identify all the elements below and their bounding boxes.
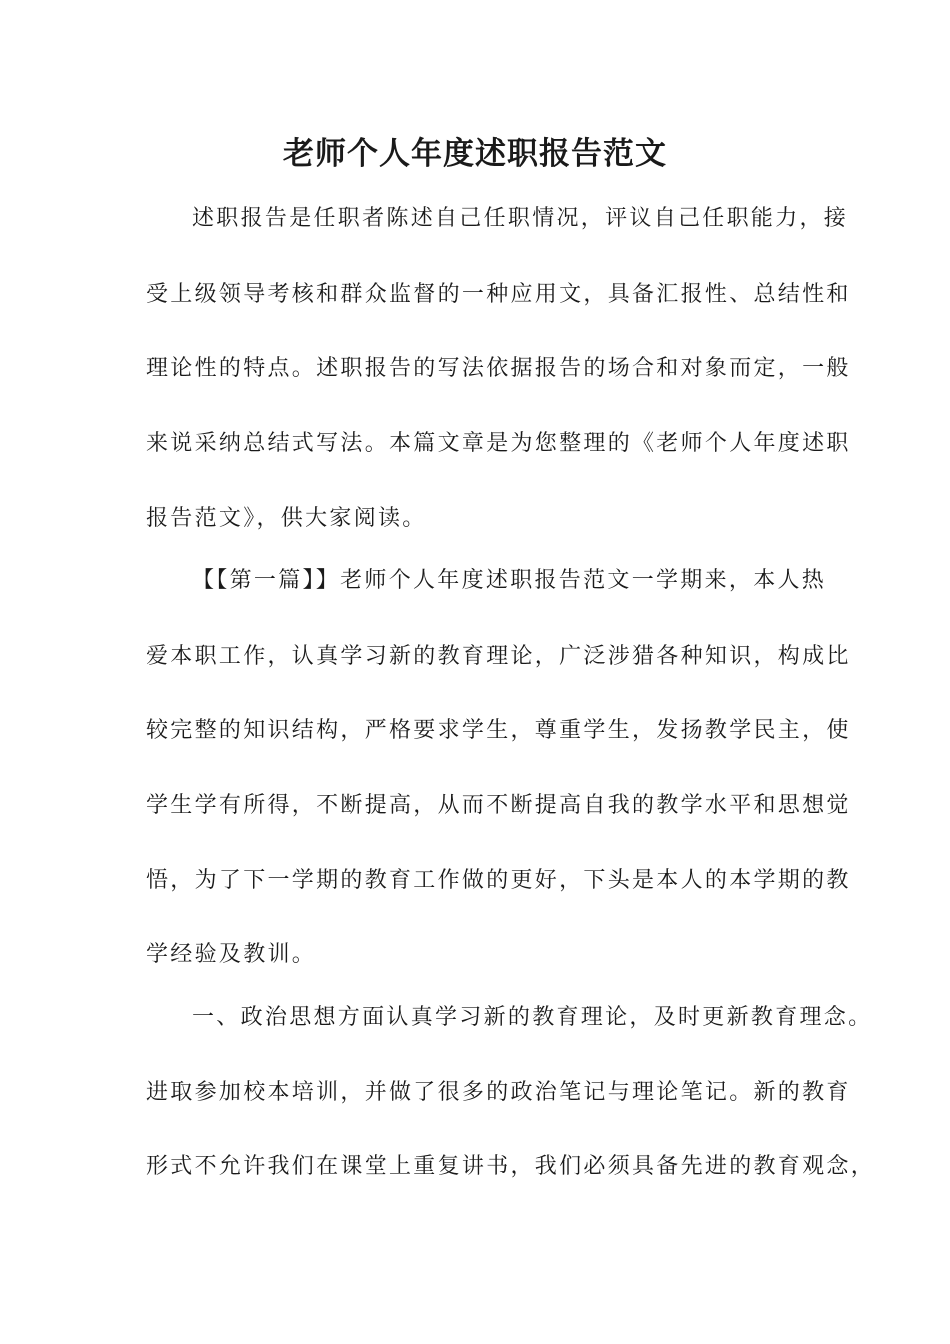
paragraph-line: 形式不允许我们在课堂上重复讲书，我们必须具备先进的教育观念， bbox=[146, 1154, 876, 1179]
paragraph-line: 受上级领导考核和群众监督的一种应用文，具备汇报性、总结性和 bbox=[146, 282, 851, 307]
paragraph-line: 学生学有所得，不断提高，从而不断提高自我的教学水平和思想觉 bbox=[146, 793, 851, 818]
paragraph-line: 学经验及教训。 bbox=[146, 942, 317, 967]
document-title: 老师个人年度述职报告范文 bbox=[283, 136, 667, 172]
paragraph-line: 一、政治思想方面认真学习新的教育理论，及时更新教育理念。 bbox=[192, 1005, 873, 1030]
paragraph-line: 悟，为了下一学期的教育工作做的更好，下头是本人的本学期的教 bbox=[146, 868, 851, 893]
paragraph-line: 来说采纳总结式写法。本篇文章是为您整理的《老师个人年度述职 bbox=[146, 431, 851, 456]
paragraph-line: 较完整的知识结构，严格要求学生，尊重学生，发扬教学民主，使 bbox=[146, 718, 851, 743]
paragraph-line: 爱本职工作，认真学习新的教育理论，广泛涉猎各种知识，构成比 bbox=[146, 644, 851, 669]
paragraph-line: 进取参加校本培训，并做了很多的政治笔记与理论笔记。新的教育 bbox=[146, 1080, 851, 1105]
paragraph-line: 报告范文》，供大家阅读。 bbox=[146, 506, 427, 531]
paragraph-line: 【【第一篇】】老师个人年度述职报告范文一学期来，本人热 bbox=[192, 568, 827, 593]
paragraph-line: 理论性的特点。述职报告的写法依据报告的场合和对象而定，一般 bbox=[146, 356, 851, 381]
paragraph-line: 述职报告是任职者陈述自己任职情况，评议自己任职能力，接 bbox=[192, 206, 849, 231]
